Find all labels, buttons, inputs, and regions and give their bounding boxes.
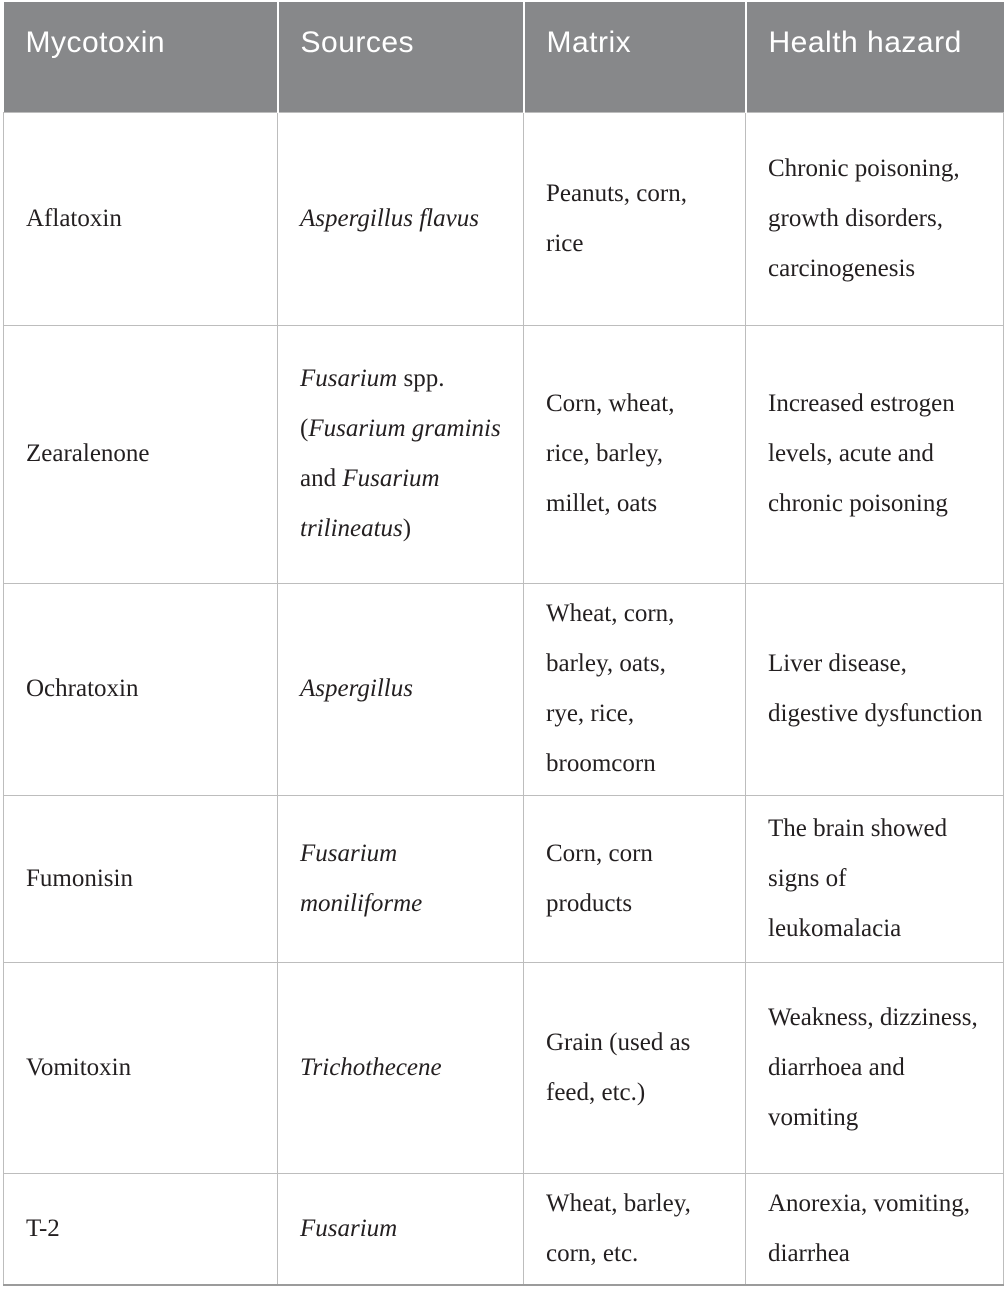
cell-health-hazard: Liver disease, digestive dysfunction [746, 583, 1004, 795]
cell-matrix: Grain (used as feed, etc.) [524, 962, 746, 1173]
cell-mycotoxin: Vomitoxin [4, 962, 278, 1173]
cell-matrix: Peanuts, corn, rice [524, 112, 746, 325]
table-header [4, 2, 1004, 112]
cell-sources: Trichothecene [278, 962, 524, 1173]
cell-mycotoxin: Fumonisin [4, 795, 278, 962]
cell-matrix: Corn, corn products [524, 795, 746, 962]
table-row [4, 583, 1004, 795]
table-row [4, 795, 1004, 962]
cell-mycotoxin: Aflatoxin [4, 112, 278, 325]
col-header-sources: Sources [278, 2, 524, 112]
table-body [4, 112, 1004, 1285]
cell-mycotoxin: Zearalenone [4, 325, 278, 583]
cell-mycotoxin: Ochratoxin [4, 583, 278, 795]
mycotoxin-table [3, 2, 1004, 1286]
cell-health-hazard: Weakness, dizziness, diarrhoea and vomiting [746, 962, 1004, 1173]
cell-matrix: Wheat, barley, corn, etc. [524, 1173, 746, 1285]
cell-sources: Fusarium [278, 1173, 524, 1285]
table-row [4, 325, 1004, 583]
cell-health-hazard: Increased estrogen levels, acute and chronic poisoning [746, 325, 1004, 583]
header-row [4, 2, 1004, 112]
cell-sources: Aspergillus [278, 583, 524, 795]
table-row [4, 962, 1004, 1173]
cell-mycotoxin: T-2 [4, 1173, 278, 1285]
table-row [4, 112, 1004, 325]
col-header-mycotoxin: Mycotoxin [4, 2, 278, 112]
cell-sources: Aspergillus flavus [278, 112, 524, 325]
cell-sources: Fusarium spp. (Fusarium graminis and Fusarium trilineatus) [278, 325, 524, 583]
col-header-health-hazard: Health hazard [746, 2, 1004, 112]
cell-sources: Fusarium moniliforme [278, 795, 524, 962]
col-header-matrix: Matrix [524, 2, 746, 112]
cell-matrix: Corn, wheat, rice, barley, millet, oats [524, 325, 746, 583]
cell-health-hazard: Anorexia, vomiting, diarrhea [746, 1173, 1004, 1285]
cell-health-hazard: Chronic poisoning, growth disorders, carcinogenesis [746, 112, 1004, 325]
table-row [4, 1173, 1004, 1285]
cell-matrix: Wheat, corn, barley, oats, rye, rice, broomcorn [524, 583, 746, 795]
cell-health-hazard: The brain showed signs of leukomalacia [746, 795, 1004, 962]
